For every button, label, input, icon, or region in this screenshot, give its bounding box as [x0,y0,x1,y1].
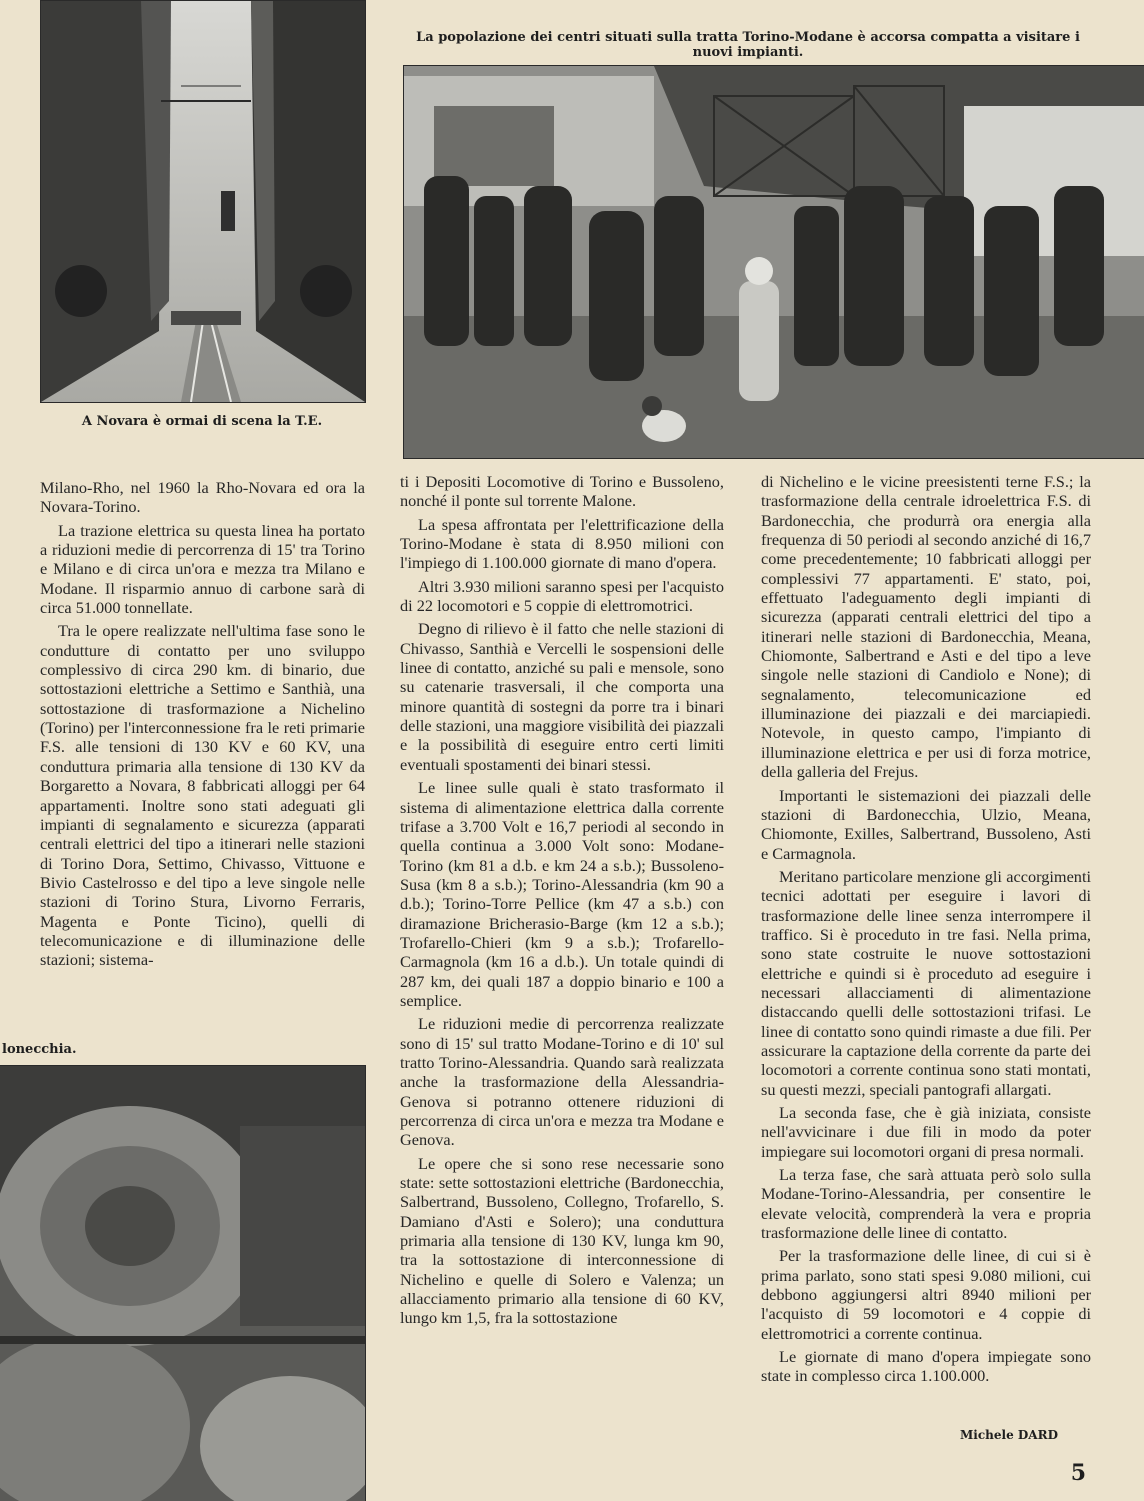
photo-machinery-caption-fragment: lonecchia. [2,1042,77,1057]
col2-paragraph-7: Le opere che si sono rese necessarie sono state: sette sottostazioni elettriche (Bardonecchia, Salbertrand, Bussoleno, Collegno, Trofarello, S. Damiano d'Asti e Solero); una conduttura primaria alla tensione di 130 KV, lunga km 90, tra la sottostazione di interconnessione di Nichelino e quelle di Solero e Valenza; un allacciamento primario alla tensione di 60 KV, lungo km 1,5, fra la sottostazione [400,1153,724,1328]
crowd-scene-image [404,66,1144,458]
article-author: Michele DARD [960,1428,1058,1442]
railway-scene-image [41,1,365,402]
col3-paragraph-5: La terza fase, che sarà attuata però solo sulla Modane-Torino-Alessandria, per consentire le elevate velocità, comprenderà la vera e propria trasformazione delle linee di contatto. [761,1165,1091,1243]
col3-paragraph-1: di Nichelino e le vicine preesistenti terne F.S.; la trasformazione della centrale idroelettrica F.S. di Bardonecchia, che produrrà ora energia alla frequenza di 50 periodi al secondo anziché di 16,7 come precedentemente; 10 fabbricati alloggi per complessivi 77 appartamenti. E' stato, poi, effettuato l'adeguamento degli impianti di sicurezza (apparati centrali elettrici del tipo a itinerari nelle stazioni di Bardonecchia, Meana, Chiomonte, Salbertrand e Asti e del tipo a leve singole nelle stazioni di Candiolo e None); di segnalamento, telecomunicazione ed illuminazione dei piazzali e dei marciapiedi. Notevole, in questo campo, l'impianto di illuminazione elettrica e per usi di forza motrice, della galleria del Frejus. [761,472,1091,782]
col3-paragraph-3: Meritano particolare menzione gli accorgimenti tecnici adottati per eseguire i lavori di trasformazione delle linee senza interrompere il traffico. Si è proceduto in tre fasi. Nella prima, sono state costruite le nuove sottostazioni elettriche e quindi si è proceduto ad eseguire i necessari allacciamenti di alimentazione distaccando quelli delle sottostazioni trifasi. Le linee di contatto sono quindi rimaste a due fili. Per assicurare la captazione della corrente da parte dei locomotori a corrente continua sono stati montati, su questi mezzi, speciali pantografi allargati. [761,866,1091,1099]
col3-paragraph-4: La seconda fase, che è già iniziata, consiste nell'avvicinare i due fili in modo da poter impiegare sui locomotori organi di presa normali. [761,1103,1091,1161]
photo-crowd-visit [403,65,1144,459]
col2-paragraph-4: Degno di rilievo è il fatto che nelle stazioni di Chivasso, Santhià e Vercelli le sospensioni delle linee di contatto, anziché su pali e mensole, sono su catenarie trasversali, il che comporta una minore quantità di sostegni da porre tra i binari delle stazioni, una maggiore visibilità dei piazzali e la possibilità di eseguire entro certi limiti eventuali spostamenti dei binari stessi. [400,619,724,774]
machinery-image [0,1066,365,1501]
col3-paragraph-7: Le giornate di mano d'opera impiegate sono state in complesso circa 1.100.000. [761,1347,1091,1386]
col2-paragraph-6: Le riduzioni medie di percorrenza realizzate sono di 15' sul tratto Modane-Torino e di 10' sul tratto Torino-Alessandria. Quando sarà realizzata anche la trasformazione della Alessandria-Genova si potranno ottenere riduzioni di percorrenza di circa un'ora e mezza tra Modane e Genova. [400,1014,724,1150]
photo-novara-caption: A Novara è ormai di scena la T.E. [81,414,323,429]
col2-paragraph-2: La spesa affrontata per l'elettrificazione della Torino-Modane è stata di 8.950 milioni con l'impiego di 1.100.000 giornate di mano d'opera. [400,514,724,573]
page-number: 5 [1070,1460,1086,1486]
col2-paragraph-3: Altri 3.930 milioni saranno spesi per l'acquisto di 22 locomotori e 5 coppie di elettromotrici. [400,576,724,616]
article-column-3 [761,472,1091,1390]
col1-paragraph-2: La trazione elettrica su questa linea ha portato a riduzioni medie di percorrenza di 15' tra Torino e Milano e di circa un'ora e mezza tra Milano e Modane. Il risparmio annuo di carbone sarà di circa 51.000 tonnellate. [40,520,365,618]
col1-paragraph-3: Tra le opere realizzate nell'ultima fase sono le condutture di contatto per uno sviluppo complessivo di circa 290 km. di binario, due sottostazioni elettriche a Settimo e Santhià, una sottostazione di trasformazione a Nichelino (Torino) per l'interconnessione fra le reti primarie F.S. alle tensioni di 130 KV e 60 KV, una conduttura primaria alla tensione di 130 KV da Borgaretto a Novara, 8 fabbricati alloggi per 64 appartamenti. Inoltre sono stati adeguati gli impianti di segnalamento e sicurezza (apparati centrali elettrici del tipo a itinerari nelle stazioni di Torino Dora, Settimo, Chivasso, Vittuone e Bivio Castelrosso e del tipo a leve singole nelle stazioni di Torino Stura, Livorno Ferraris, Magenta e Ponte Ticino), quelli di telecomunicazione e di illuminazione delle stazioni; sistema- [40,621,365,970]
photo-crowd-caption: La popolazione dei centri situati sulla tratta Torino-Modane è accorsa compatta a visitare i nuovi impianti. [416,30,1080,60]
col1-paragraph-1: Milano-Rho, nel 1960 la Rho-Novara ed ora la Novara-Torino. [40,478,365,517]
article-column-1 [40,478,365,974]
col2-paragraph-1: ti i Depositi Locomotive di Torino e Bussoleno, nonché il ponte sul torrente Malone. [400,472,724,511]
article-column-2 [400,472,724,1332]
photo-novara-railway [40,0,366,403]
col2-paragraph-5: Le linee sulle quali è stato trasformato il sistema di alimentazione elettrica dalla corrente trifase a 3.700 Volt e 16,7 periodi al secondo in quella continua a 3.000 Volt sono: Modane-Torino (km 81 a d.b. e km 24 a s.b.); Bussoleno-Susa (km 8 a s.b.); Torino-Alessandria (km 90 a d.b.); Torino-Torre Pellice (km 47 a s.b.) con diramazione Bricherasio-Barge (km 12 a s.b.); Trofarello-Chieri (km 9 a s.b.); Trofarello-Carmagnola (km 16 a d.b.). Un totale quindi di 287 km, dei quali 187 a doppio binario e 100 a semplice. [400,778,724,1010]
photo-machinery [0,1065,366,1501]
col3-paragraph-2: Importanti le sistemazioni dei piazzali delle stazioni di Bardonecchia, Ulzio, Meana, Chiomonte, Exilles, Salbertrand, Bussoleno, Asti e Carmagnola. [761,785,1091,863]
col3-paragraph-6: Per la trasformazione delle linee, di cui si è prima parlato, sono stati spesi 9.080 milioni, cui debbono aggiungersi altri 8940 milioni per l'acquisto di 59 locomotori e 4 coppie di elettromotrici a corrente continua. [761,1246,1091,1343]
